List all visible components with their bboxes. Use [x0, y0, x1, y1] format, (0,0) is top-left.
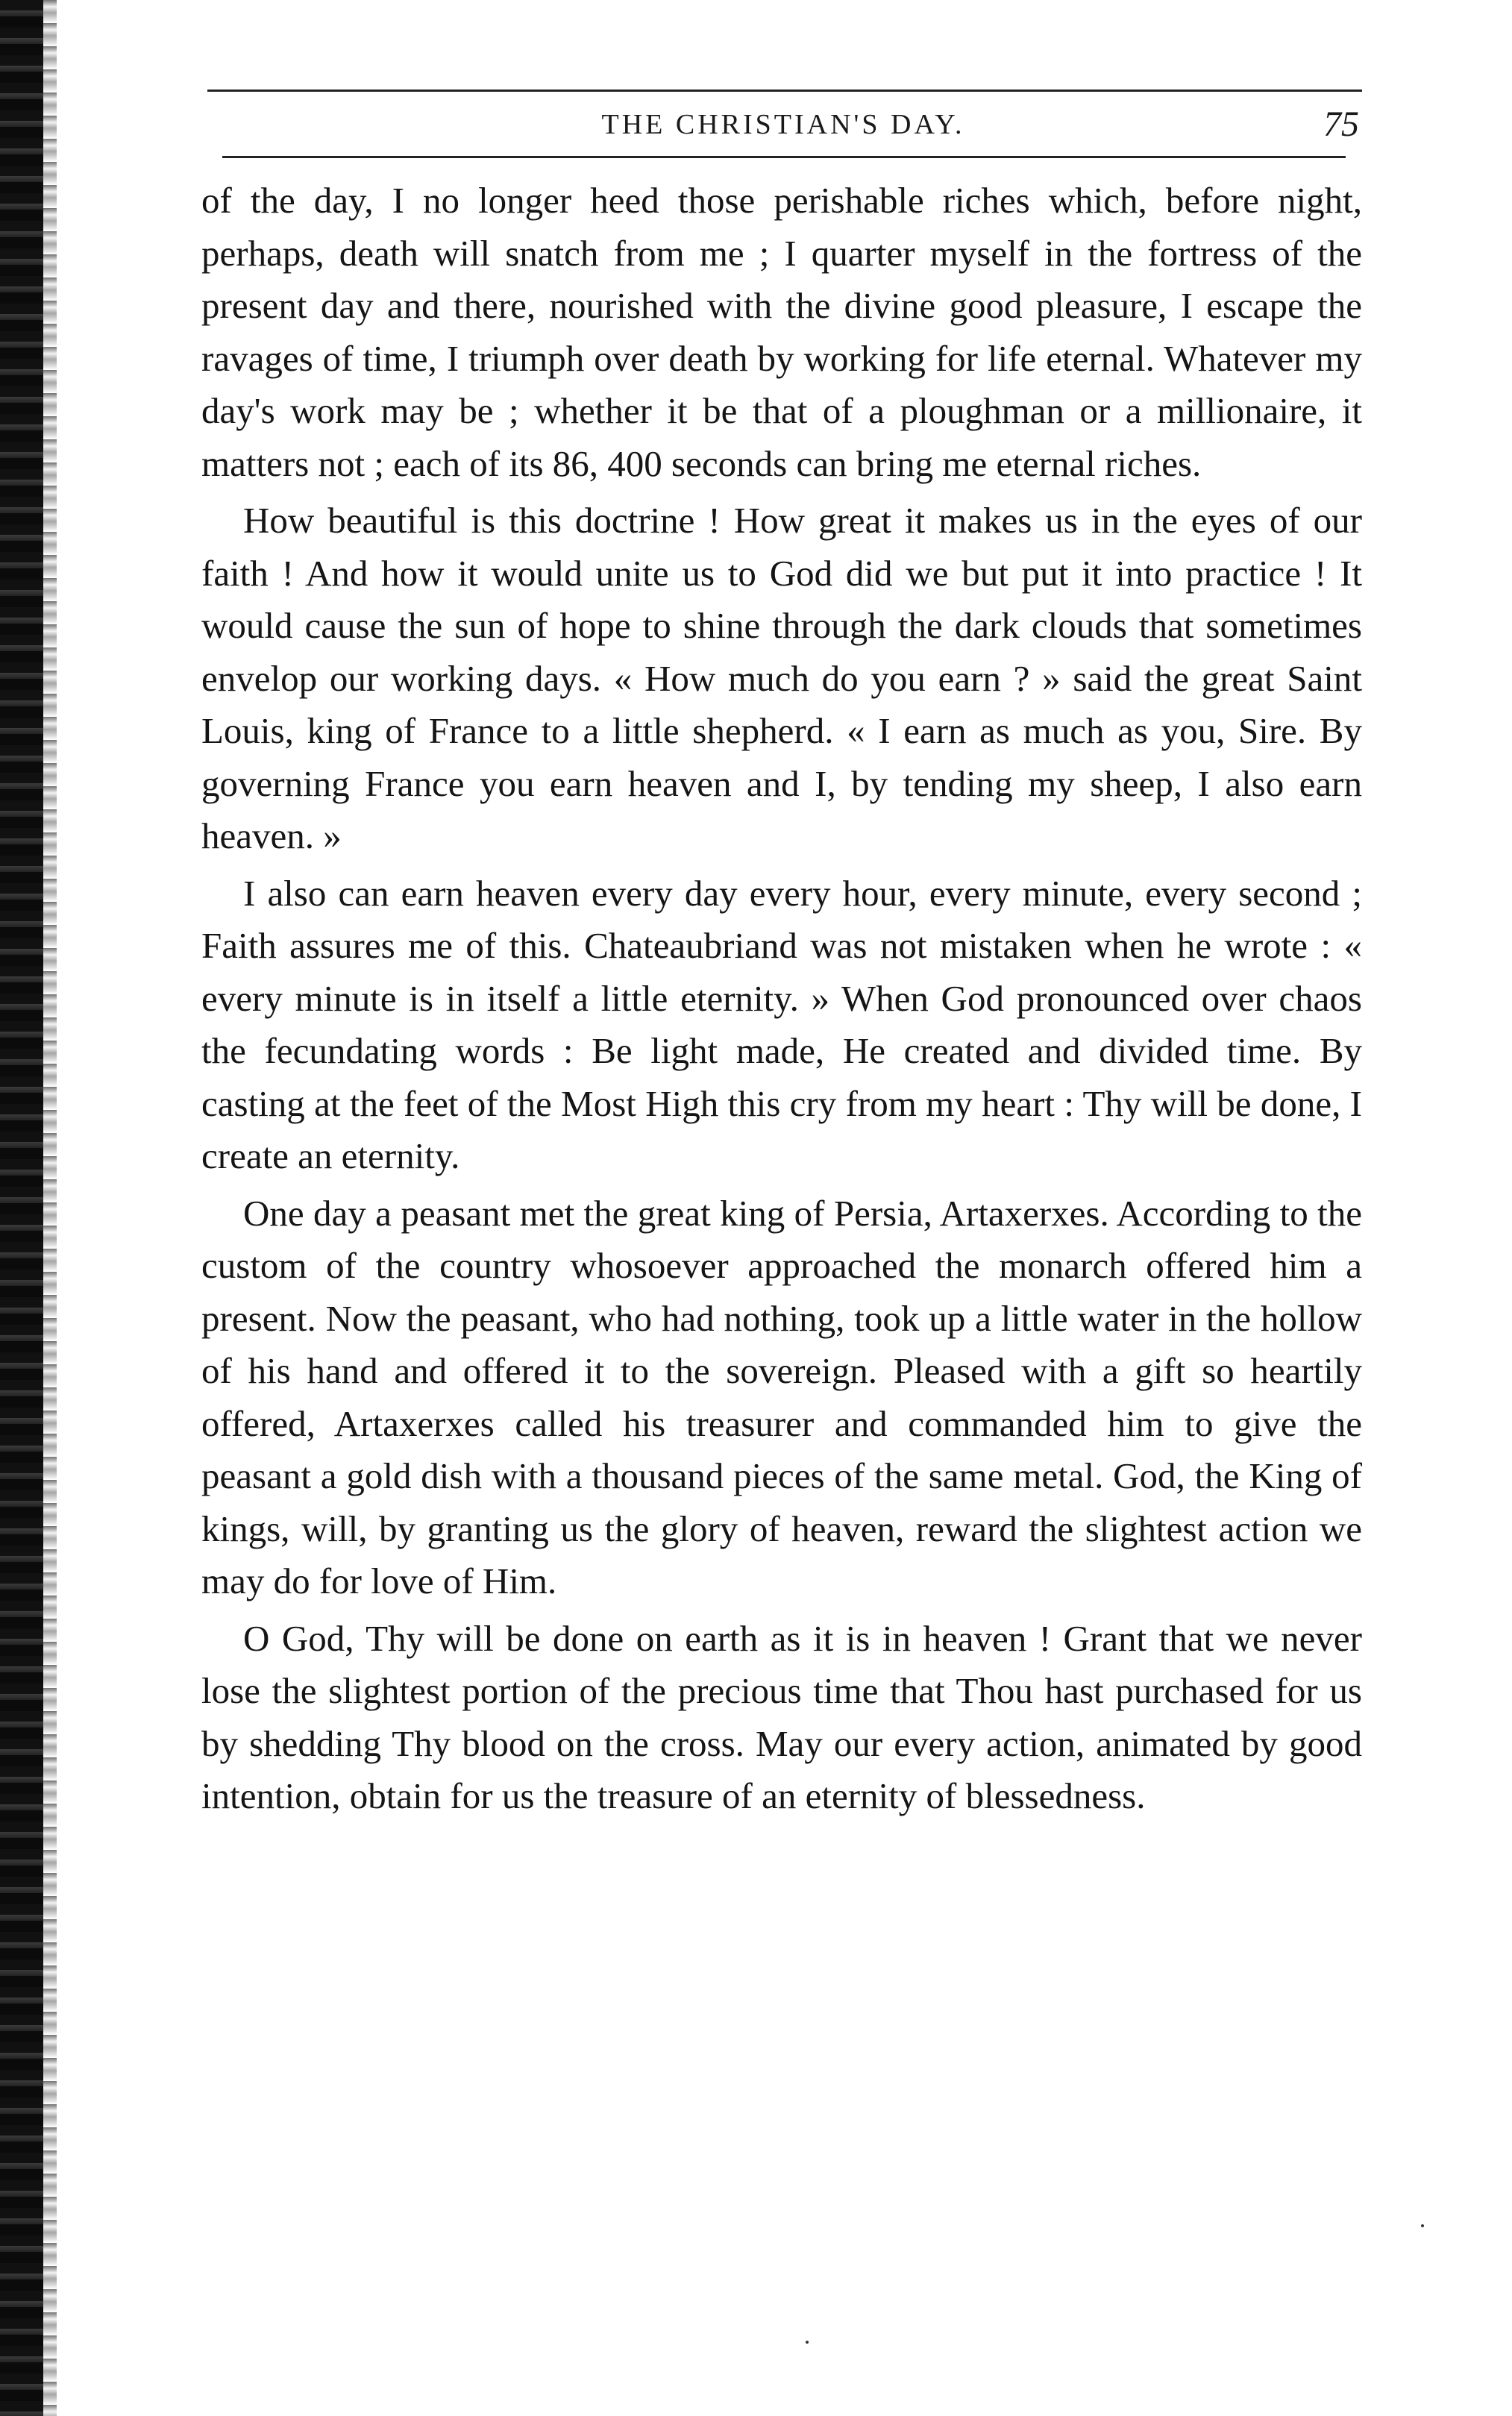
book-page — [201, 90, 1365, 1827]
running-title: THE CHRISTIAN'S DAY. — [601, 109, 965, 140]
book-binding-edge — [0, 0, 43, 2416]
body-text — [201, 175, 1362, 1823]
paragraph-prayer: O God, Thy will be done on earth as it is in heaven ! Grant that we never lose the slightest portion of the precious time that Thou hast purchased for us by shedding Thy blood on the cross. May our every action, animated by good intention, obtain for us the treasure of an eternity of blessedness. — [201, 1617, 1362, 1816]
paragraph-artaxerxes: One day a peasant met the great king of Persia, Artaxerxes. According to the custom of the country whosoever approached the monarch offered him a present. Now the peasant, who had nothing, took up a little water in the hollow of his hand and offered it to the sovereign. Pleased with a gift so heartily offered, Artaxerxes called his treasurer and commanded him to give the peasant a gold dish with a thousand pieces of the same metal. God, the King of kings, will, by granting us the glory of heaven, reward the slightest action we may do for love of Him. — [201, 1192, 1362, 1601]
paragraph-eternity: I also can earn heaven every day every hour, every minute, every second ; Faith assures me of this. Chateaubriand was not mistaken when he wrote : « every minute is in itself a little eternity. » When God pronounced over chaos the fecundating words : Be light made, He created and divided time. By casting at the feet of the Most High this cry from my heart : Thy will be done, I create an eternity. — [201, 872, 1362, 1176]
print-speck — [806, 2341, 809, 2344]
paragraph-doctrine: How beautiful is this doctrine ! How great it makes us in the eyes of our faith ! And how it would unite us to God did we but put it into practice ! It would cause the sun of hope to shine through the dark clouds that sometimes envelop our working days. « How much do you earn ? » said the great Saint Louis, king of France to a little shepherd. « I earn as much as you, Sire. By governing France you earn heaven and I, by tending my sheep, I also earn heaven. » — [201, 500, 1362, 856]
print-speck — [1421, 2224, 1424, 2227]
page-number: 75 — [1323, 104, 1359, 144]
header-rule-bottom — [222, 156, 1346, 158]
header-rule-top — [207, 90, 1362, 92]
paragraph-continued: of the day, I no longer heed those perishable riches which, before night, perhaps, death will snatch from me ; I quarter myself in the fortress of the present day and there, nourished with the divine good pleasure, I escape the ravages of time, I triumph over death by working for life eternal. Whatever my day's work may be ; whether it be that of a ploughman or a millionaire, it matters not ; each of its 86, 400 seconds can bring me eternal riches. — [201, 180, 1362, 484]
running-head — [201, 102, 1365, 150]
